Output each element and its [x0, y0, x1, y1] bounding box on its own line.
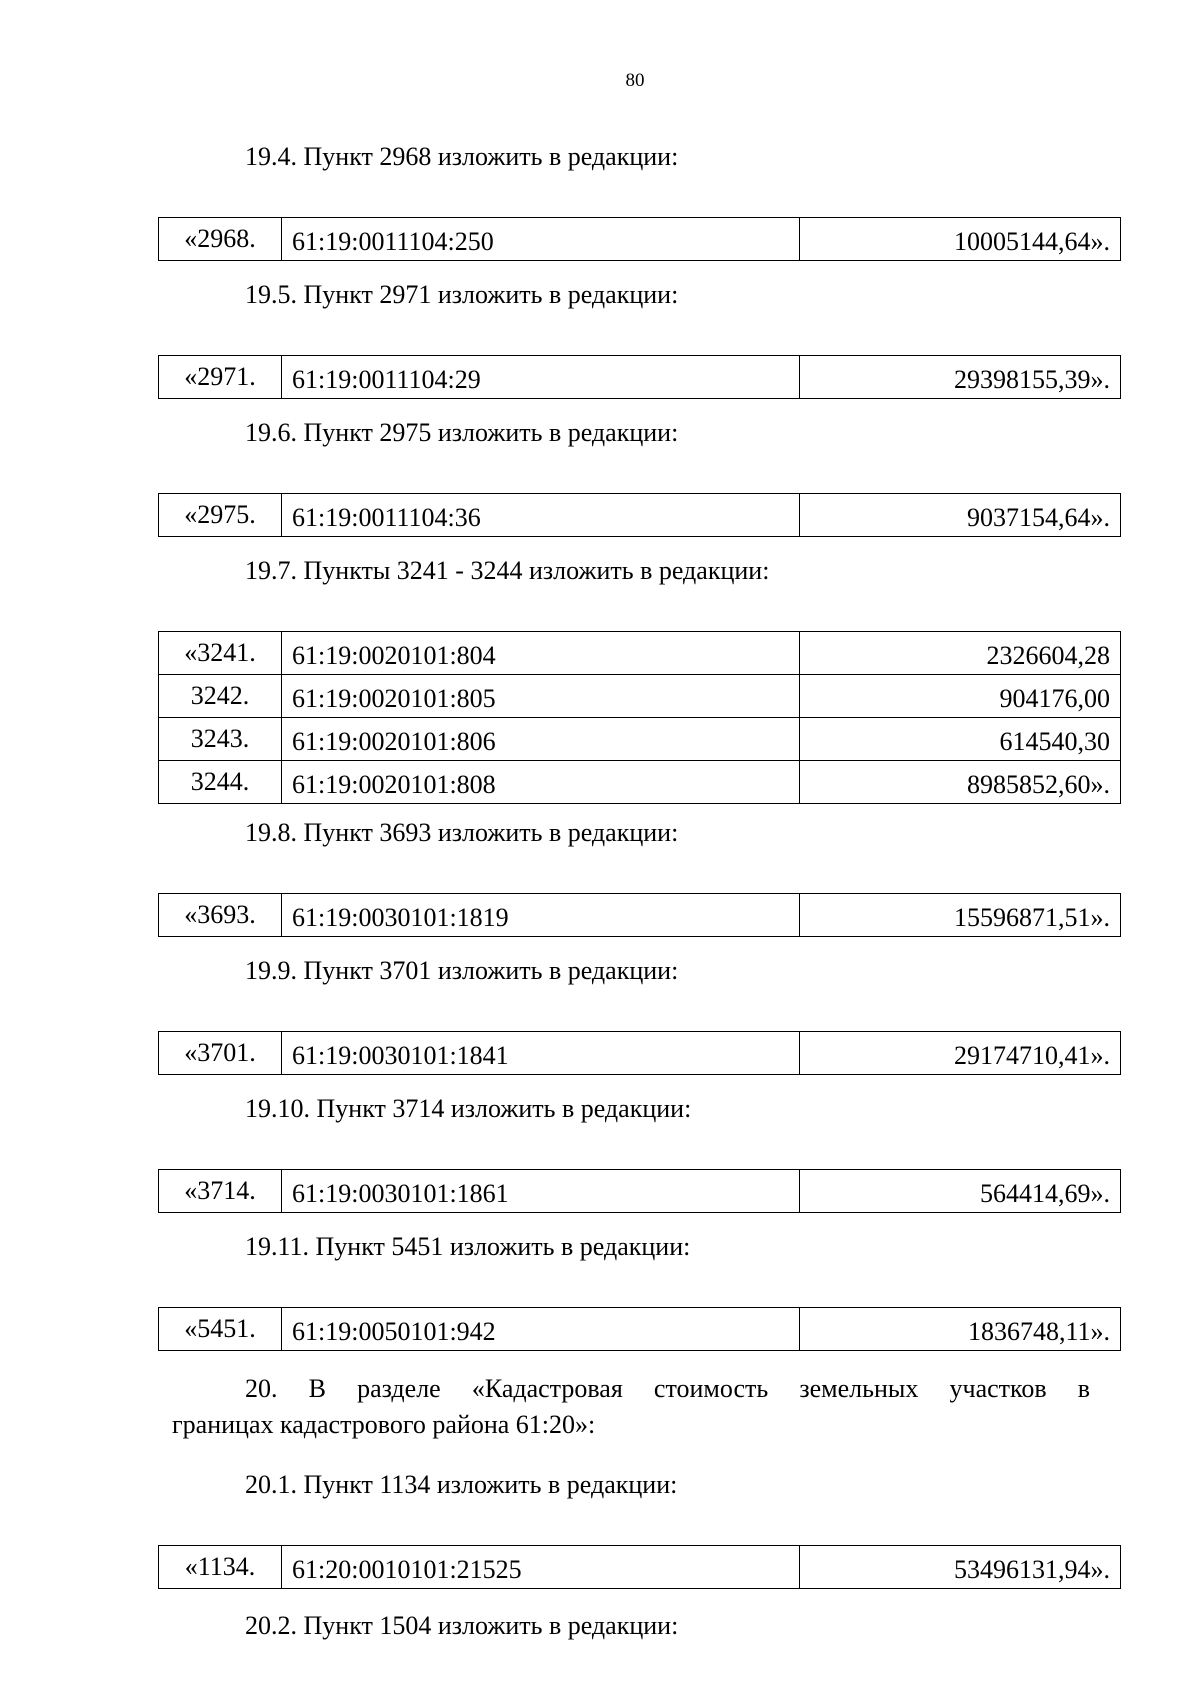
cadastral-value: 2326604,28	[800, 632, 1121, 675]
cadastral-value: 564414,69».	[800, 1170, 1121, 1213]
table-row	[159, 1546, 1121, 1589]
item-number: «5451.	[159, 1308, 282, 1351]
cadastral-table	[158, 631, 1121, 804]
section-heading: 20.1. Пункт 1134 изложить в редакции:	[245, 1470, 678, 1499]
table-row	[159, 632, 1121, 675]
cadastral-number: 61:19:0020101:806	[282, 718, 800, 761]
table-row	[159, 356, 1121, 399]
paragraph-line: границах кадастрового района 61:20»:	[172, 1410, 596, 1439]
table-row	[159, 1170, 1121, 1213]
cadastral-number: 61:19:0020101:805	[282, 675, 800, 718]
cadastral-number: 61:19:0020101:804	[282, 632, 800, 675]
cadastral-table	[158, 493, 1121, 537]
page-number: 80	[625, 70, 645, 91]
item-number: «3701.	[159, 1032, 282, 1075]
cadastral-value: 15596871,51».	[800, 894, 1121, 937]
item-number: 3242.	[159, 675, 282, 718]
table-row	[159, 718, 1121, 761]
item-number: «2968.	[159, 218, 282, 261]
cadastral-table	[158, 1031, 1121, 1075]
cadastral-table	[158, 893, 1121, 937]
item-number: «3693.	[159, 894, 282, 937]
item-number: 3244.	[159, 761, 282, 804]
cadastral-table	[158, 217, 1121, 261]
table-row	[159, 494, 1121, 537]
section-heading: 19.7. Пункты 3241 - 3244 изложить в редакции:	[245, 556, 770, 585]
cadastral-value: 10005144,64».	[800, 218, 1121, 261]
section-heading: 19.10. Пункт 3714 изложить в редакции:	[245, 1094, 692, 1123]
section-heading: 19.8. Пункт 3693 изложить в редакции:	[245, 818, 679, 847]
table-row	[159, 218, 1121, 261]
item-number: «1134.	[159, 1546, 282, 1589]
cadastral-value: 53496131,94».	[800, 1546, 1121, 1589]
cadastral-number: 61:20:0010101:21525	[282, 1546, 800, 1589]
cadastral-number: 61:19:0030101:1861	[282, 1170, 800, 1213]
cadastral-table	[158, 355, 1121, 399]
cadastral-value: 8985852,60».	[800, 761, 1121, 804]
paragraph-line: 20. В разделе «Кадастровая стоимость земельных участков в	[245, 1374, 1090, 1403]
table-row	[159, 894, 1121, 937]
table-row	[159, 761, 1121, 804]
cadastral-table	[158, 1545, 1121, 1589]
table-row	[159, 1308, 1121, 1351]
section-heading: 19.9. Пункт 3701 изложить в редакции:	[245, 956, 679, 985]
item-number: «3241.	[159, 632, 282, 675]
table-row	[159, 675, 1121, 718]
cadastral-number: 61:19:0030101:1819	[282, 894, 800, 937]
section-heading: 19.6. Пункт 2975 изложить в редакции:	[245, 418, 679, 447]
item-number: 3243.	[159, 718, 282, 761]
cadastral-number: 61:19:0020101:808	[282, 761, 800, 804]
cadastral-value: 29174710,41».	[800, 1032, 1121, 1075]
cadastral-table	[158, 1169, 1121, 1213]
cadastral-value: 1836748,11».	[800, 1308, 1121, 1351]
cadastral-number: 61:19:0011104:29	[282, 356, 800, 399]
section-heading: 19.5. Пункт 2971 изложить в редакции:	[245, 280, 679, 309]
cadastral-table	[158, 1307, 1121, 1351]
section-heading: 20.2. Пункт 1504 изложить в редакции:	[245, 1611, 679, 1640]
item-number: «2975.	[159, 494, 282, 537]
paragraph-20	[172, 1371, 1090, 1443]
item-number: «2971.	[159, 356, 282, 399]
table-row	[159, 1032, 1121, 1075]
cadastral-value: 29398155,39».	[800, 356, 1121, 399]
item-number: «3714.	[159, 1170, 282, 1213]
cadastral-value: 614540,30	[800, 718, 1121, 761]
section-heading: 19.4. Пункт 2968 изложить в редакции:	[245, 142, 679, 171]
section-heading: 19.11. Пункт 5451 изложить в редакции:	[245, 1232, 691, 1261]
cadastral-number: 61:19:0011104:250	[282, 218, 800, 261]
cadastral-value: 9037154,64».	[800, 494, 1121, 537]
cadastral-number: 61:19:0030101:1841	[282, 1032, 800, 1075]
cadastral-value: 904176,00	[800, 675, 1121, 718]
cadastral-number: 61:19:0011104:36	[282, 494, 800, 537]
cadastral-number: 61:19:0050101:942	[282, 1308, 800, 1351]
